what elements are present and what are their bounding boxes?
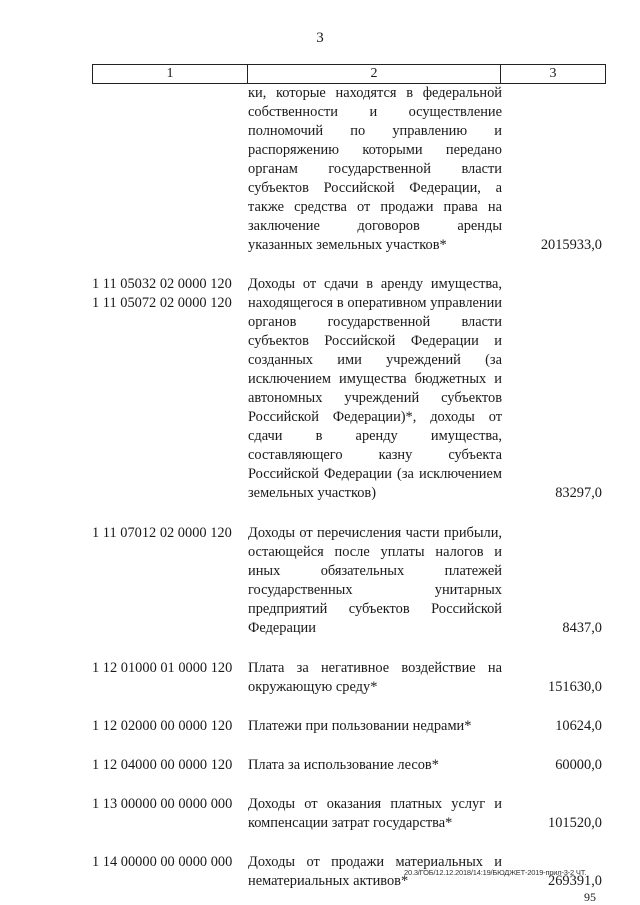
- row-code: 1 13 00000 00 0000 000: [92, 796, 233, 812]
- row-code: 1 12 01000 01 0000 120: [92, 660, 233, 676]
- corner-number: 95: [584, 890, 596, 904]
- row-amount: 83297,0: [555, 485, 602, 501]
- table-header: [92, 64, 606, 84]
- row-amount: 2015933,0: [540, 237, 602, 253]
- row-code: 1 14 00000 00 0000 000: [92, 854, 233, 870]
- header-col-1: 1: [93, 65, 248, 83]
- row-description: Доходы от оказания платных услуг и компенсации затрат государства*: [248, 796, 502, 831]
- row-code: 1 12 04000 00 0000 120: [92, 757, 233, 773]
- row-description: Доходы от сдачи в аренду имущества, находящегося в оперативном управлении органов государственной власти субъектов Российской Федерации и созданных ими учреждений (за исключением имущества бюджетных и автономных учреждений субъектов Российской Федерации)*, доходы от сдачи в аренду имущества, составляющего казну субъекта Российской Федерации (за исключением земельных участков): [248, 276, 502, 501]
- row-description: Плата за негативное воздействие на окружающую среду*: [248, 660, 502, 695]
- row-code: 1 12 02000 00 0000 120: [92, 718, 233, 734]
- table-row: [92, 524, 612, 638]
- table-row: [92, 795, 612, 833]
- page-number: 3: [316, 30, 324, 46]
- row-amount: 269391,0: [548, 873, 602, 889]
- row-description: Доходы от перечисления части прибыли, остающейся после уплаты налогов и иных обязательных платежей государственных унитарных предприятий субъектов Российской Федерации: [248, 525, 502, 636]
- table-row: [92, 84, 612, 255]
- row-description: Плата за использование лесов*: [248, 757, 439, 773]
- row-code: 1 11 05032 02 0000 120 1 11 05072 02 0000 120: [92, 276, 232, 311]
- row-description: Доходы от продажи материальных и нематериальных активов*: [248, 854, 502, 889]
- footer-stamp: 20.3/ГОБ/12.12.2018/14:19/БЮДЖЕТ-2019-прил-3-2 ЧТ.: [404, 868, 587, 877]
- row-amount: 60000,0: [555, 757, 602, 773]
- row-amount: 10624,0: [555, 718, 602, 734]
- row-description: ки, которые находятся в федеральной собственности и осуществление полномочий по управлению и распоряжению которыми передано органам государственной власти субъектов Российской Федерации, а также средства от продажи права на заключение договоров аренды указанных земельных участков*: [248, 85, 502, 253]
- header-col-3: 3: [549, 66, 557, 81]
- header-col-2: 2: [248, 65, 501, 83]
- row-description: Платежи при пользовании недрами*: [248, 718, 472, 734]
- revenue-table: [92, 84, 612, 891]
- row-code: [92, 84, 248, 255]
- table-row: [92, 275, 612, 503]
- table-row: [92, 756, 612, 775]
- row-amount: 101520,0: [548, 815, 602, 831]
- row-code: 1 11 07012 02 0000 120: [92, 525, 232, 541]
- row-amount: 8437,0: [562, 620, 602, 636]
- table-row: [92, 659, 612, 697]
- row-amount: 151630,0: [548, 679, 602, 695]
- table-row: [92, 717, 612, 736]
